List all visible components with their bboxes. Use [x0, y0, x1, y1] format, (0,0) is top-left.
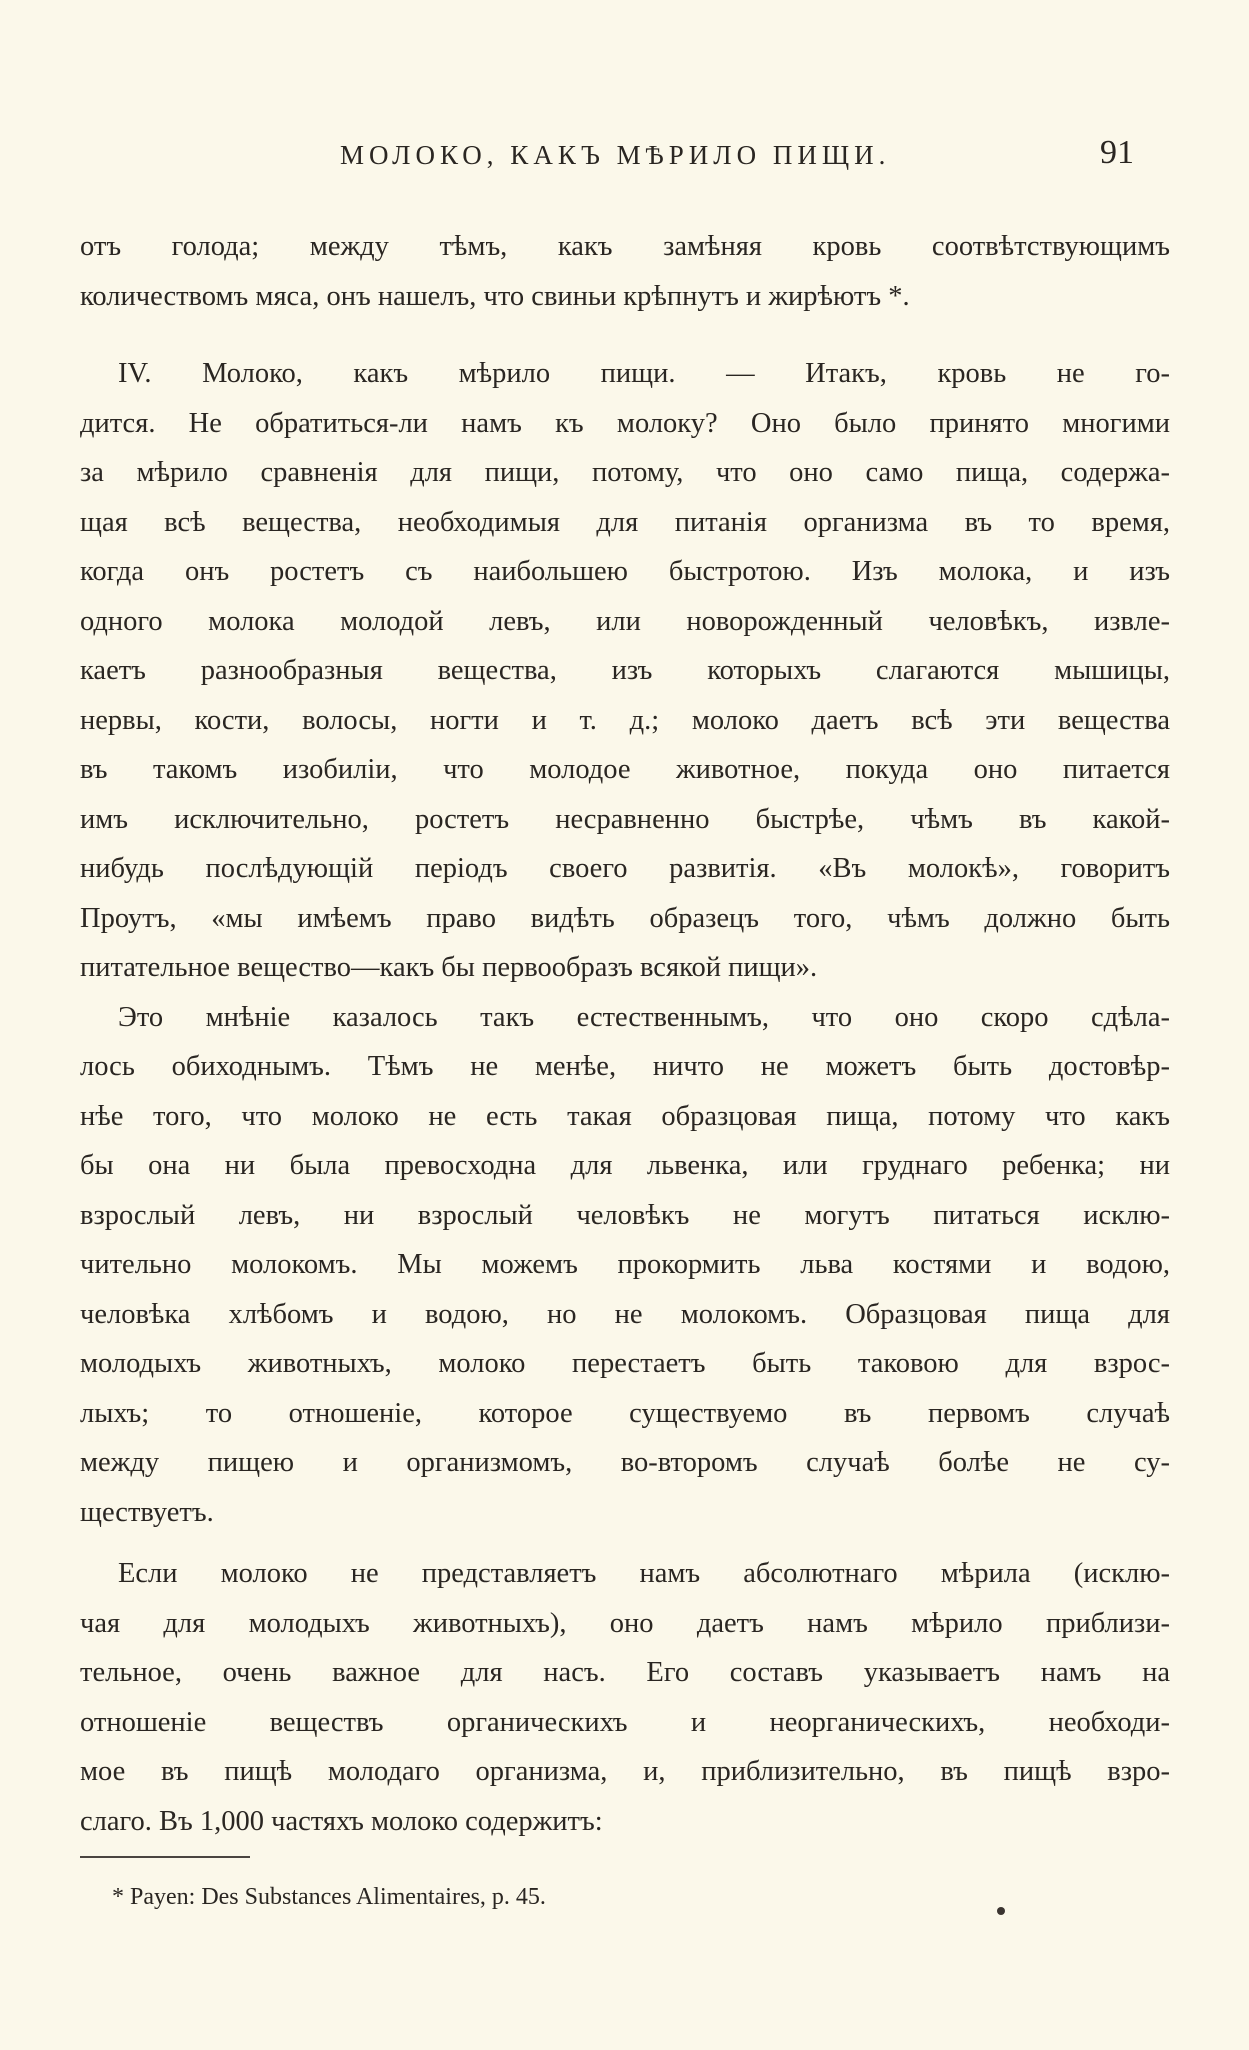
text-line: каетъ разнообразныя вещества, изъ которыхъ слагаются мышицы, — [80, 655, 1170, 686]
paragraph — [80, 222, 1170, 321]
text-line: IV. Молоко, какъ мѣрило пищи. — Итакъ, кровь не го- — [118, 358, 1170, 389]
text-line: лось обиходнымъ. Тѣмъ не менѣе, ничто не можетъ быть достовѣр- — [80, 1051, 1170, 1082]
paragraph — [80, 349, 1170, 993]
text-line: бы она ни была превосходна для львенка, или груднаго ребенка; ни — [80, 1150, 1170, 1181]
text-line: человѣка хлѣбомъ и водою, но не молокомъ. Образцовая пища для — [80, 1298, 1170, 1330]
text-line: лыхъ; то отношеніе, которое существуемо въ первомъ случаѣ — [80, 1397, 1170, 1429]
text-line: слаго. Въ 1,000 частяхъ молоко содержитъ: — [80, 1805, 603, 1837]
text-line: чая для молодыхъ животныхъ), оно даетъ намъ мѣрило приблизи- — [80, 1607, 1170, 1639]
text-line: мое въ пищѣ молодаго организма, и, приблизительно, въ пищѣ взро- — [80, 1756, 1170, 1787]
text-line: питательное вещество—какъ бы первообразъ всякой пищи». — [80, 952, 818, 983]
text-line: чительно молокомъ. Мы можемъ прокормить льва костями и водою, — [80, 1249, 1170, 1280]
paragraph — [80, 993, 1170, 1538]
paragraph — [80, 1549, 1170, 1846]
text-line: количествомъ мяса, онъ нашелъ, что свиньи крѣпнутъ и жирѣютъ *. — [80, 280, 910, 312]
running-head — [0, 134, 1249, 180]
running-title: МОЛОКО, КАКЪ МѢРИЛО ПИЩИ. — [340, 140, 891, 170]
text-line: Проутъ, «мы имѣемъ право видѣть образецъ того, чѣмъ должно быть — [80, 902, 1170, 934]
text-line: за мѣрило сравненія для пищи, потому, что оно само пища, содержа- — [80, 457, 1170, 488]
text-line: одного молока молодой левъ, или новорожденный человѣкъ, извле- — [80, 605, 1170, 637]
text-line: отъ голода; между тѣмъ, какъ замѣняя кровь соотвѣтствующимъ — [80, 231, 1170, 262]
ink-speck — [997, 1907, 1005, 1915]
text-line: дится. Не обратиться-ли намъ къ молоку? Оно было принято многими — [80, 407, 1170, 439]
body-text — [80, 222, 1170, 1846]
text-line: между пищею и организмомъ, во-второмъ случаѣ болѣе не су- — [80, 1447, 1170, 1478]
text-line: молодыхъ животныхъ, молоко перестаетъ быть таковою для взрос- — [80, 1348, 1170, 1379]
text-line: имъ исключительно, ростетъ несравненно быстрѣе, чѣмъ въ какой- — [80, 803, 1170, 835]
text-line: ществуетъ. — [80, 1496, 214, 1528]
text-line: взрослый левъ, ни взрослый человѣкъ не могутъ питаться исклю- — [80, 1199, 1170, 1231]
text-line: когда онъ ростетъ съ наибольшею быстротою. Изъ молока, и изъ — [80, 556, 1170, 587]
text-line: нервы, кости, волосы, ногти и т. д.; молоко даетъ всѣ эти вещества — [80, 704, 1170, 736]
footnote-rule — [80, 1856, 250, 1858]
footnote: * Payen: Des Substances Alimentaires, p. 45. — [112, 1884, 546, 1910]
text-line: Это мнѣніе казалось такъ естественнымъ, что оно скоро сдѣла- — [118, 1001, 1170, 1033]
text-line: нѣе того, что молоко не есть такая образцовая пища, потому что какъ — [80, 1100, 1170, 1132]
text-line: тельное, очень важное для насъ. Его составъ указываетъ намъ на — [80, 1657, 1170, 1688]
text-line: Если молоко не представляетъ намъ абсолютнаго мѣрила (исклю- — [118, 1558, 1170, 1589]
text-line: нибудь послѣдующій періодъ своего развитія. «Въ молокѣ», говоритъ — [80, 853, 1170, 884]
text-line: отношеніе веществъ органическихъ и неорганическихъ, необходи- — [80, 1706, 1170, 1738]
page-number: 91 — [1100, 134, 1134, 171]
text-line: щая всѣ вещества, необходимыя для питанія организма въ то время, — [80, 506, 1170, 538]
text-line: въ такомъ изобиліи, что молодое животное, покуда оно питается — [80, 754, 1170, 785]
